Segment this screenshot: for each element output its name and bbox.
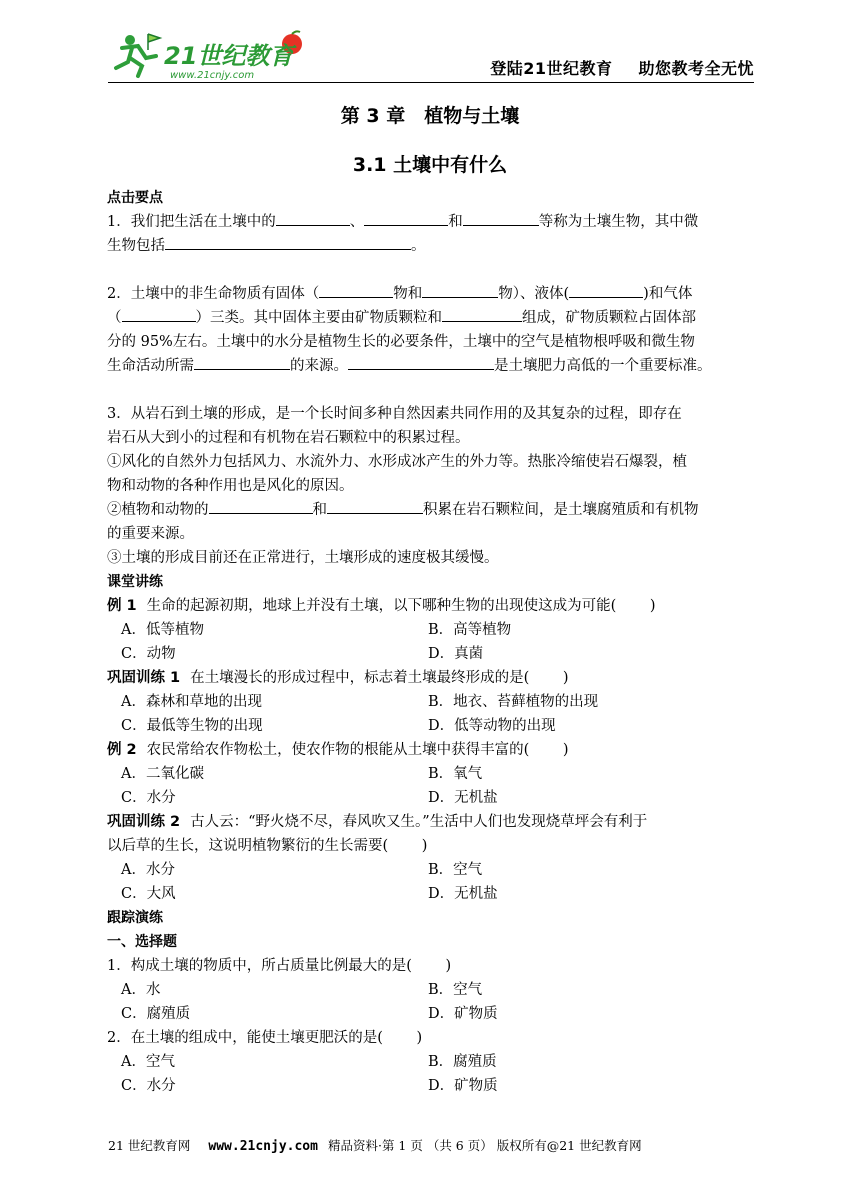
question: 2．在土壤的组成中，能使土壤更肥沃的是( ) [107,1030,423,1046]
q2-text: 的来源。 [290,358,348,374]
q3-text: 3．从岩石到土壤的形成，是一个长时间多种自然因素共同作用的及其复杂的过程，即存在 [107,406,682,422]
q3-text: ②植物和动物的 [107,502,209,518]
options [107,690,757,738]
logo-text: 21世纪教育 [164,42,294,70]
q3-text: 岩石从大到小的过程和有机物在岩石颗粒中的积累过程。 [107,430,470,446]
q3-text: 积累在岩石颗粒间，是土壤腐殖质和有机物 [423,502,699,518]
practice-heading: 跟踪演练 [107,910,163,926]
points-q2 [107,282,757,378]
question-text: 以后草的生长，这说明植物繁衍的生长需要( ) [107,838,428,854]
option[interactable]: A．二氧化碳 [121,766,204,782]
practice-subheading: 一、选择题 [107,934,177,950]
q2-text: 物和 [393,286,423,302]
q2-text: ）三类。其中固体主要由矿物质颗粒和 [195,310,442,326]
q3-text: ①风化的自然外力包括风力、水流外力、水形成冰产生的外力等。热胀冷缩使岩石爆裂，植 [107,454,687,470]
q1-text-b: 、 [349,214,365,230]
question [107,666,757,690]
option[interactable]: B．高等植物 [428,622,512,638]
footer-url[interactable]: www.21cnjy.com [208,1139,318,1154]
points-q3 [107,402,757,570]
slogan-left: 登陆21世纪教育 [490,59,613,78]
footer-site: 21 世纪教育网 [108,1138,191,1153]
q3-text: 物和动物的各种作用也是风化的原因。 [107,478,354,494]
q1-text-a: 1．我们把生活在土壤中的 [107,214,276,230]
question-text: 在土壤漫长的形成过程中，标志着土壤最终形成的是( ) [190,670,569,686]
q2-text: （ [107,310,122,326]
q1-text-f: 。 [411,238,426,254]
options [107,618,757,666]
fill-blank[interactable] [209,498,313,514]
option[interactable]: C．最低等生物的出现 [121,718,263,734]
option[interactable]: D．无机盐 [428,790,498,806]
q2-text: 分的 95%左右。土壤中的水分是植物生长的必要条件，土壤中的空气是植物根呼吸和微生物 [107,334,695,350]
question: 1．构成土壤的物质中，所占质量比例最大的是( ) [107,958,452,974]
slogan-right: 助您教考全无忧 [638,59,754,78]
question [107,738,757,762]
fill-blank[interactable] [165,234,411,250]
option[interactable]: C．大风 [121,886,176,902]
option[interactable]: B．地衣、苔藓植物的出现 [428,694,599,710]
option[interactable]: B．空气 [428,862,483,878]
q1-text-c: 和 [448,214,463,230]
question [107,594,757,618]
fill-blank[interactable] [319,282,393,298]
option[interactable]: A．低等植物 [121,622,204,638]
option[interactable]: A．空气 [121,1054,175,1070]
option[interactable]: D．低等动物的出现 [428,718,556,734]
option[interactable]: D．真菌 [428,646,484,662]
question-text: 古人云：“野火烧不尽，春风吹又生。”生活中人们也发现烧草坪会有利于 [190,814,648,830]
options [107,978,757,1026]
option[interactable]: D．无机盐 [428,886,498,902]
fill-blank[interactable] [122,306,196,322]
option[interactable]: C．水分 [121,1078,176,1094]
fill-blank[interactable] [364,210,448,226]
q1-text-e: 生物包括 [107,238,165,254]
option[interactable]: B．氧气 [428,766,483,782]
q2-text: )和气体 [643,286,693,302]
header-slogan [490,56,754,79]
q2-text: 2．土壤中的非生命物质有固体（ [107,286,320,302]
fill-blank[interactable] [327,498,423,514]
options [107,858,757,906]
document-body [107,186,757,1098]
classroom-heading: 课堂讲练 [107,574,163,590]
section-title: 3.1 土壤中有什么 [352,154,508,176]
option[interactable]: B．腐殖质 [428,1054,497,1070]
option[interactable]: C．腐殖质 [121,1006,191,1022]
fill-blank[interactable] [442,306,522,322]
question [107,810,757,858]
question-label: 例 1 [107,598,137,614]
question-label: 例 2 [107,742,137,758]
option[interactable]: C．动物 [121,646,176,662]
fill-blank[interactable] [276,210,350,226]
q2-text: 生命活动所需 [107,358,194,374]
option[interactable]: A．水 [121,982,161,998]
option[interactable]: C．水分 [121,790,176,806]
page-footer [108,1136,758,1154]
fill-blank[interactable] [463,210,539,226]
chapter-title: 第 3 章 植物与土壤 [340,105,520,127]
option[interactable]: B．空气 [428,982,483,998]
fill-blank[interactable] [422,282,498,298]
question-label: 巩固训练 1 [107,670,181,686]
page-header [108,28,754,83]
logo-url: www.21cnjy.com [170,70,255,81]
options [107,762,757,810]
fill-blank[interactable] [569,282,643,298]
q2-text: 是土壤肥力高低的一个重要标准。 [494,358,712,374]
q3-text: 和 [312,502,327,518]
footer-info: 精品资料·第 1 页 （共 6 页） 版权所有@21 世纪教育网 [327,1138,642,1153]
points-heading: 点击要点 [107,190,163,206]
points-q1 [107,210,757,258]
question-text: 生命的起源初期，地球上并没有土壤，以下哪种生物的出现使这成为可能( ) [146,598,656,614]
option[interactable]: D．矿物质 [428,1006,498,1022]
option[interactable]: A．森林和草地的出现 [121,694,262,710]
q3-text: ③土壤的形成目前还在正常进行，土壤形成的速度极其缓慢。 [107,550,499,566]
question-text: 农民常给农作物松土，使农作物的根能从土壤中获得丰富的( ) [146,742,569,758]
fill-blank[interactable] [348,354,494,370]
option[interactable]: A．水分 [121,862,175,878]
site-logo [108,28,308,82]
question-label: 巩固训练 2 [107,814,181,830]
q2-text: 物）、液体( [498,286,570,302]
q1-text-d: 等称为土壤生物，其中微 [538,214,699,230]
fill-blank[interactable] [194,354,290,370]
q3-text: 的重要来源。 [107,526,194,542]
q2-text: 组成，矿物质颗粒占固体部 [522,310,696,326]
options [107,1050,757,1098]
option[interactable]: D．矿物质 [428,1078,498,1094]
